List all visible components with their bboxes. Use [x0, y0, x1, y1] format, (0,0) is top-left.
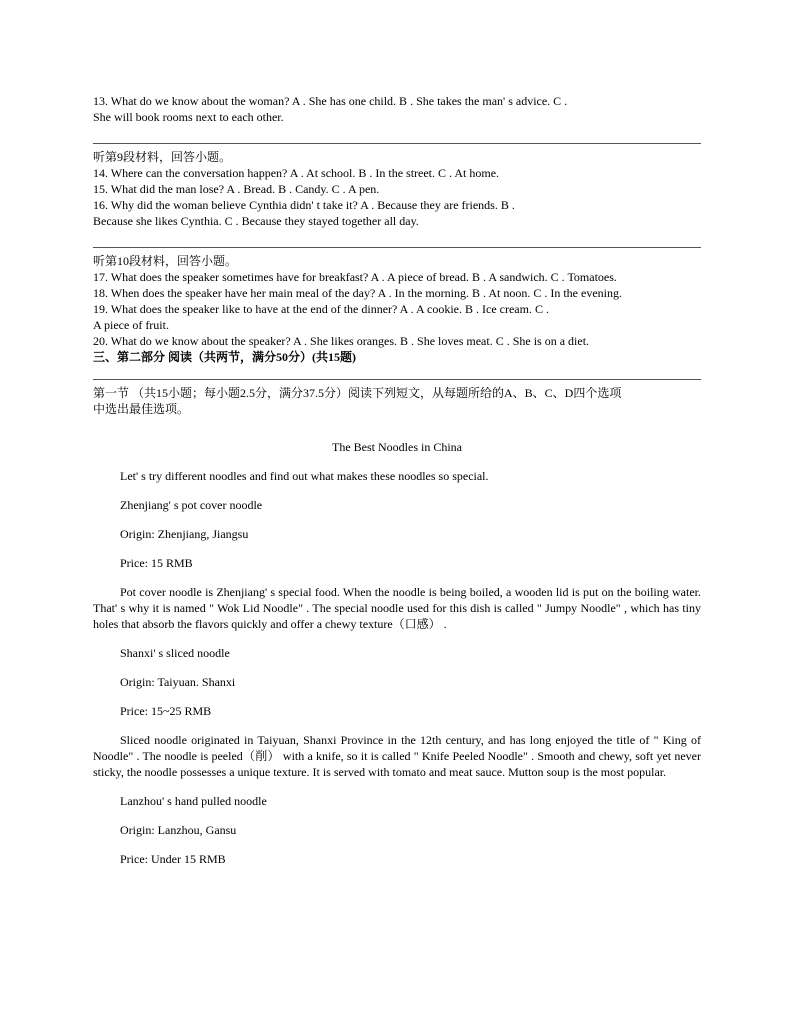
noodle-2-name: Shanxi' s sliced noodle	[120, 646, 230, 660]
section-10-heading: 听第10段材料，回答小题。	[93, 254, 238, 268]
question-20: 20. What do we know about the speaker? A . She likes oranges. B . She loves meat. C . She is on a diet.	[93, 334, 590, 348]
noodle-1-origin: Origin: Zhenjiang, Jiangsu	[120, 527, 249, 541]
question-19-line-2: A piece of fruit.	[93, 318, 169, 332]
question-16-line-1: 16. Why did the woman believe Cynthia didn' t take it? A . Because they are friends. B .	[93, 198, 515, 212]
noodle-3-name: Lanzhou' s hand pulled noodle	[120, 794, 267, 808]
noodle-1-name: Zhenjiang' s pot cover noodle	[120, 498, 263, 512]
question-13-line-2: She will book rooms next to each other.	[93, 110, 284, 124]
noodle-2-description: Sliced noodle originated in Taiyuan, Shanxi Province in the 12th century, and has long enjoyed the title of " King of Noodle" . The noodle is peeled（削） with a knife, so it is called " Knife Peeled Noodle" . Smooth and chewy, soft yet never sticky, the noodle possesses a unique texture. It is served with tomato and meat sauce. Mutton soup is the most popular.	[93, 733, 701, 779]
question-18: 18. When does the speaker have her main meal of the day? A . In the morning. B . At noon. C . In the evening.	[93, 286, 622, 300]
question-15: 15. What did the man lose? A . Bread. B . Candy. C . A pen.	[93, 182, 380, 196]
question-16-line-2: Because she likes Cynthia. C . Because they stayed together all day.	[93, 214, 419, 228]
article-title: The Best Noodles in China	[332, 440, 462, 454]
noodle-3-price: Price: Under 15 RMB	[120, 852, 226, 866]
noodle-2-origin: Origin: Taiyuan. Shanxi	[120, 675, 236, 689]
noodle-2-price: Price: 15~25 RMB	[120, 704, 212, 718]
part-3-heading: 三、第二部分 阅读（共两节，满分50分）(共15题)	[93, 350, 356, 364]
article-intro: Let' s try different noodles and find out what makes these noodles so special.	[120, 469, 489, 483]
noodle-1-description: Pot cover noodle is Zhenjiang' s special food. When the noodle is being boiled, a wooden lid is put on the boiling water. That' s why it is named " Wok Lid Noodle" . The special noodle used for this dish is called " Jumpy Noodle" , which has tiny holes that absorb the flavors quickly and offer a chewy texture（口感） .	[93, 585, 701, 631]
question-13-line-1: 13. What do we know about the woman? A . She has one child. B . She takes the man' s advice. C .	[93, 94, 568, 108]
noodle-3-origin: Origin: Lanzhou, Gansu	[120, 823, 237, 837]
question-17: 17. What does the speaker sometimes have for breakfast? A . A piece of bread. B . A sandwich. C . Tomatoes.	[93, 270, 617, 284]
section-1-instruction-line-1: 第一节 （共15小题；每小题2.5分，满分37.5分）阅读下列短文，从每题所给的A、B、C、D四个选项	[93, 386, 622, 400]
section-9-heading: 听第9段材料，回答小题。	[93, 150, 232, 164]
document-content	[93, 93, 701, 867]
section-1-instruction-line-2: 中选出最佳选项。	[93, 402, 190, 416]
question-14: 14. Where can the conversation happen? A . At school. B . In the street. C . At home.	[93, 166, 500, 180]
noodle-1-price: Price: 15 RMB	[120, 556, 193, 570]
question-19-line-1: 19. What does the speaker like to have at the end of the dinner? A . A cookie. B . Ice cream. C .	[93, 302, 549, 316]
